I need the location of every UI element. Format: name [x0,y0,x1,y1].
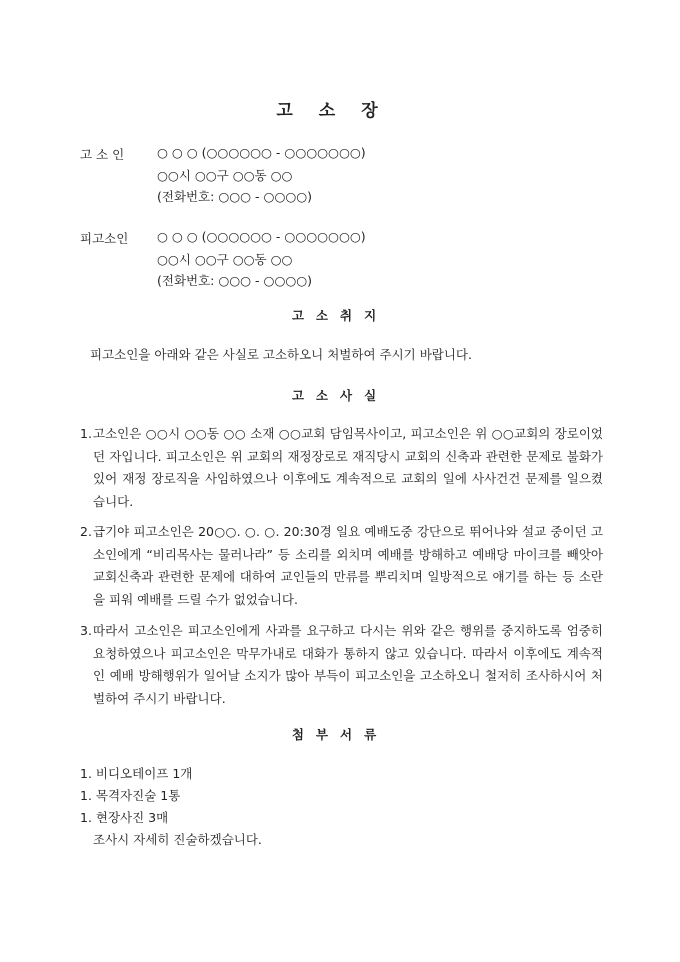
fact-item-number: 2. [80,524,92,539]
complainant-name-line: ○ ○ ○ (○○○○○○ - ○○○○○○○) [157,145,366,160]
fact-item-text: 급기야 피고소인은 20○○. ○. ○. 20:30경 일요 예배도중 강단으로 뛰어나와 설교 중이던 고소인에게 “비리목사는 물러나라” 등 소리를 외치며 예배를 방해하고 예배당 마이크를 빼앗아 교회신축과 관련한 문제에 대하여 교인들의 만류를 뿌리치며 일방적으로 얘기를 하는 등 소란을 피워 예배를 드릴 수가 없었습니다. [93,524,603,607]
complainant-address: ○○시 ○○구 ○○동 ○○ [157,168,293,183]
fact-item-number: 1. [80,426,92,441]
fact-item-1 [80,423,605,513]
defendant-label: 피고소인 [80,231,129,246]
attachment-note: 조사시 자세히 진술하겠습니다. [93,832,262,847]
document-title: 고소장 [276,101,404,121]
purpose-text: 피고소인을 아래와 같은 사실로 고소하오니 처벌하여 주시기 바랍니다. [90,347,472,362]
facts-heading: 고소사실 [291,388,389,403]
attachment-item: 1. 비디오테이프 1개 [80,766,193,781]
attachment-item: 1. 현장사진 3매 [80,810,169,825]
attachments-heading: 첨부서류 [291,727,389,742]
defendant-phone: (전화번호: ○○○ - ○○○○) [157,273,313,288]
fact-item-text: 따라서 고소인은 피고소인에게 사과를 요구하고 다시는 위와 같은 행위를 중지하도록 엄중히 요청하였으나 피고소인은 막무가내로 대화가 통하지 않고 있습니다. 따라서 이후에도 계속적인 예배 방해행위가 일어날 소지가 많아 부득이 피고소인을 고소하오니 철저히 조사하시어 처벌하여 주시기 바랍니다. [93,623,603,706]
fact-item-3 [80,620,605,710]
purpose-heading: 고소취지 [291,308,389,323]
fact-item-2 [80,521,605,611]
defendant-name-line: ○ ○ ○ (○○○○○○ - ○○○○○○○) [157,229,366,244]
complainant-phone: (전화번호: ○○○ - ○○○○) [157,189,313,204]
fact-item-text: 고소인은 ○○시 ○○동 ○○ 소재 ○○교회 담임목사이고, 피고소인은 위 ○○교회의 장로이었던 자입니다. 피고소인은 위 교회의 재정장로로 재직당시 교회의 신축과 관련한 문제로 불화가 있어 재정 장로직을 사임하였으나 이후에도 계속적으로 교회의 일에 사사건건 문제를 일으켰습니다. [93,426,603,509]
defendant-address: ○○시 ○○구 ○○동 ○○ [157,252,293,267]
attachment-item: 1. 목격자진술 1통 [80,788,181,803]
fact-item-number: 3. [80,623,92,638]
complainant-label: 고 소 인 [80,147,125,162]
